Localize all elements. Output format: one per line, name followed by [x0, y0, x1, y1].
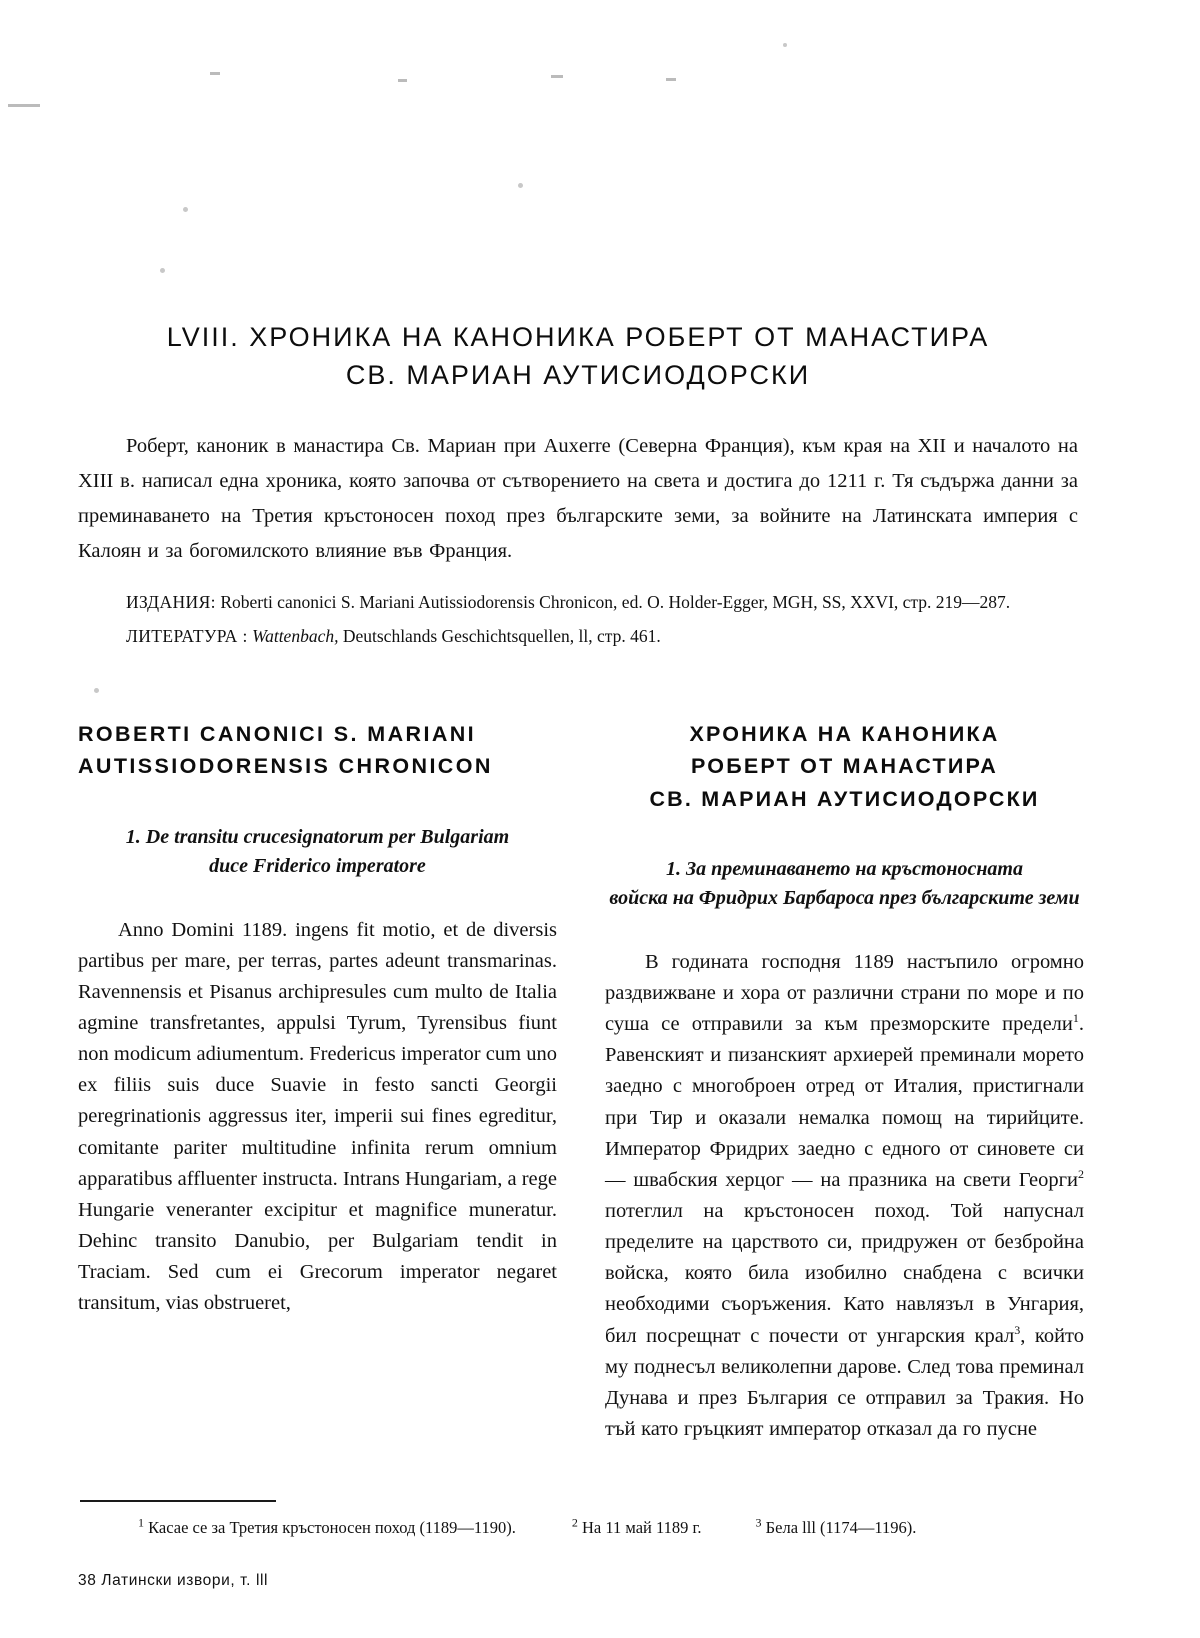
footnote-marker: 3 [755, 1515, 762, 1530]
bulgarian-body-part-2: . Равенският и пизанският архиерей преминали морето заедно с многоброен отред от Италия, пристигнали при Тир и оказали немалка помощ на тирийците. Император Фридрих заедно с едного от синовете си — швабския херцог — на празника на свети Георги [605, 1013, 1084, 1191]
scan-speck [783, 43, 787, 47]
latin-section-heading [78, 823, 557, 881]
footnote-ref-2[interactable]: 2 [1078, 1167, 1084, 1182]
latin-column-title-line-2: AUTISSIODORENSIS CHRONICON [78, 754, 493, 779]
document-header [78, 318, 1078, 656]
literature-label: ЛИТЕРАТУРА : [126, 625, 248, 646]
bulgarian-section-heading [605, 855, 1084, 913]
bulgarian-section-heading-line-3: българските земи [921, 886, 1080, 909]
literature-text: Deutschlands Geschichtsquellen, ll, стр. 461. [342, 625, 661, 646]
footnote-text: На 11 май 1189 г. [582, 1518, 702, 1537]
scan-speck [666, 78, 676, 81]
bulgarian-body-part-4: , който му поднесъл великолепни дарове. След това преминал Дунава и през България се отправил за Тракия. Но тъй като гръцкият император отказал да го пусне [605, 1324, 1084, 1441]
scan-speck [160, 268, 165, 273]
footnote-text: Касае се за Третия кръстоносен поход (1189—1190). [148, 1518, 516, 1537]
scan-speck [518, 183, 523, 188]
footnote-item [571, 1515, 702, 1538]
scan-speck [551, 75, 563, 78]
literature-author: Wattenbach, [252, 625, 339, 646]
scan-speck [210, 72, 220, 75]
footnote-item [138, 1515, 516, 1538]
intro-paragraph: Роберт, каноник в манастира Св. Мариан при Auxerre (Северна Франция), към края на XII и началото на XIII в. написал една хроника, която започва от сътворението на света и достига до 1211 г. Тя съдържа данни за преминаването на Третия кръстоносен поход през българските земи, за войните на Латинската империя с Калоян и за богомилското влияние във Франция. [78, 434, 1078, 563]
scan-speck [183, 207, 188, 212]
footnote-text: Бела lll (1174—1196). [765, 1518, 917, 1537]
footnote-marker: 2 [571, 1515, 578, 1530]
scan-speck [94, 688, 99, 693]
latin-section-heading-line-1: 1. De transitu crucesignatorum per Bulgariam [125, 825, 510, 848]
footnote-separator [80, 1500, 276, 1502]
two-column-body [78, 718, 1084, 1445]
latin-section-heading-line-2: duce Friderico imperatore [209, 854, 426, 877]
footnote-item [755, 1515, 917, 1538]
latin-column [78, 718, 557, 1445]
editions-label: ИЗДАНИЯ: [126, 591, 216, 612]
page-title-line-2: СВ. МАРИАН АУТИСИОДОРСКИ [345, 360, 811, 391]
page-title [78, 318, 1078, 395]
editions-line [78, 588, 1078, 616]
page-title-line-1: LVIII. ХРОНИКА НА КАНОНИКА РОБЕРТ ОТ МАНАСТИРА [166, 322, 990, 352]
bulgarian-column-title-line-2: РОБЕРТ ОТ МАНАСТИРА [691, 754, 998, 779]
footnote-area [78, 1515, 1084, 1538]
bulgarian-section-heading-line-1: 1. За преминаването на кръстоносната [665, 857, 1023, 880]
editions-text: Roberti canonici S. Mariani Autissiodorensis Chronicon, ed. O. Holder-Egger, MGH, SS, XXVI, стр. 219—287. [220, 591, 1011, 612]
folio-line: 38 Латински извори, т. lll [78, 1572, 269, 1589]
bulgarian-section-heading-line-2: войска на Фридрих Барбароса през [609, 886, 917, 909]
bulgarian-column-title [605, 718, 1084, 815]
bulgarian-column [605, 718, 1084, 1445]
latin-column-title [78, 718, 557, 783]
latin-column-title-line-1: ROBERTI CANONICI S. MARIANI [78, 722, 477, 746]
scan-speck [8, 104, 40, 107]
latin-body-text: Anno Domini 1189. ingens fit motio, et de diversis partibus per mare, per terras, partes adeunt transmarinas. Ravennensis et Pisanus archipresules cum multo de Italia agmine transfretantes, appulsi Tyrum, Tyrensibus fiunt non modicum adiumentum. Fredericus imperator cum uno ex filiis suis duce Suavie in festo sancti Georgii peregrinationis aggressus iter, imperii sui fines egreditur, comitante pariter multitudine infinita rerum omnium apparatibus affluenter instructa. Intrans Hungariam, a rege Hungarie veneranter excipitur et magnifice muneratur. Dehinc transito Danubio, per Bulgariam tendit in Traciam. Sed cum ei Grecorum imperator negaret transitum, vias obstrueret, [78, 918, 557, 1315]
footnote-marker: 1 [138, 1515, 144, 1530]
bulgarian-body-part-1: В годината господня 1189 настъпило огромно раздвижване и хора от различни страни по море и по суша се отправили за към презморските предели [605, 950, 1084, 1036]
bulgarian-column-title-line-3: СВ. МАРИАН АУТИСИОДОРСКИ [649, 786, 1040, 811]
literature-line [78, 622, 1078, 650]
footnote-ref-3[interactable]: 3 [1014, 1322, 1021, 1337]
footnote-ref-1[interactable]: 1 [1072, 1011, 1079, 1026]
bulgarian-body-part-3: потеглил на кръстоносен поход. Той напуснал пределите на царството си, придружен от безбройна войска, която била изобилно снабдена с всички необходими съоръжения. Като навлязъл в Унгария, бил посрещнат с почести от унгарския крал [605, 1200, 1084, 1347]
bulgarian-column-title-line-1: ХРОНИКА НА КАНОНИКА [689, 722, 1000, 746]
bulgarian-body-text [605, 947, 1084, 1446]
scan-speck [398, 79, 407, 82]
